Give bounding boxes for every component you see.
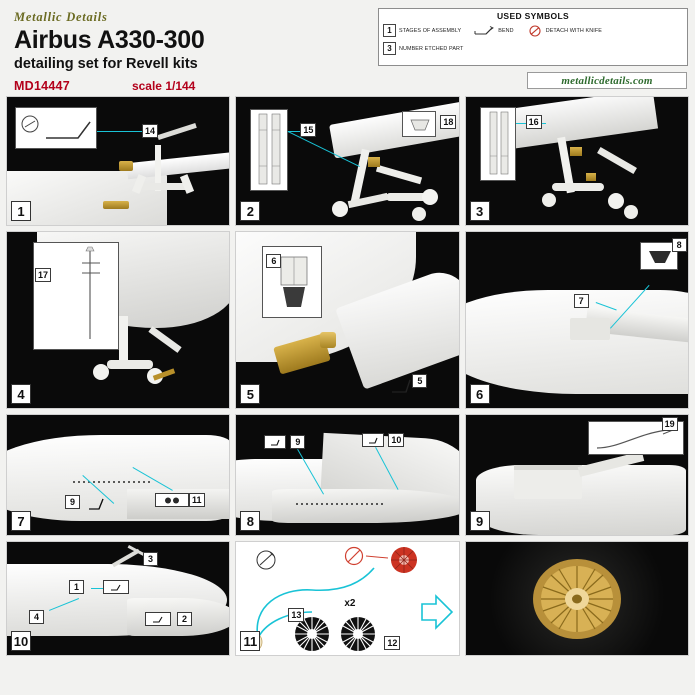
callout-2-icon — [145, 612, 171, 626]
panel-number-5: 5 — [240, 384, 260, 404]
callout-14: 14 — [142, 124, 158, 138]
etched-strip-icon — [251, 110, 289, 192]
callout-12: 12 — [384, 636, 400, 650]
callout-9-panel8: 9 — [290, 435, 305, 449]
etched-strip-icon-2 — [481, 108, 517, 182]
panel-step-6 — [465, 231, 689, 409]
legend-label-knife: DETACH WITH KNIFE — [545, 27, 602, 34]
callout-10-icon — [362, 433, 384, 447]
brand-name: Metallic Details — [14, 10, 108, 24]
used-symbols-legend — [378, 8, 688, 66]
panel-number-8: 8 — [240, 511, 260, 531]
pin-part-inset — [33, 242, 119, 350]
legend-item-bend — [473, 25, 513, 37]
panel-step-3 — [465, 96, 689, 226]
callout-13: 13 — [288, 608, 304, 622]
callout-16: 16 — [526, 115, 542, 129]
bend-arrow-icon-8b — [367, 435, 379, 445]
kit-code: MD14447 — [14, 79, 70, 94]
page-title: Airbus A330-300 — [14, 26, 205, 54]
bend-arrow-icon-5 — [386, 366, 414, 396]
clip-part-icon — [403, 112, 437, 138]
scale-label: scale 1/144 — [131, 79, 196, 94]
quantity-note: x2 — [344, 598, 356, 609]
panel-step-11 — [235, 541, 459, 656]
stage-number-symbol: 1 — [383, 24, 396, 37]
double-door-icon — [163, 496, 181, 505]
panel-step-4 — [6, 231, 230, 409]
panel-step-7 — [6, 414, 230, 536]
sheet-header — [6, 6, 689, 92]
page-subtitle: detailing set for Revell kits — [14, 56, 198, 73]
code-row — [14, 79, 366, 93]
callout-8: 8 — [672, 238, 687, 252]
panel-step-8 — [235, 414, 459, 536]
panel-step-2 — [235, 96, 459, 226]
callout-9: 9 — [65, 495, 80, 509]
panel-number-7: 7 — [11, 511, 31, 531]
legend-label-etched: NUMBER ETCHED PART — [399, 45, 464, 52]
callout-2: 2 — [177, 612, 192, 626]
gold-engine-fan-photo — [512, 547, 642, 651]
part-strip-inset-b — [480, 107, 516, 181]
bend-arrow-icon-10b — [151, 614, 165, 624]
callout-18: 18 — [440, 115, 456, 129]
part-detail-inset-18 — [402, 111, 436, 137]
bend-symbol-icon — [16, 108, 98, 150]
website-url: metallicdetails.com — [561, 74, 653, 87]
panel-step-10 — [6, 541, 230, 656]
callout-1: 1 — [69, 580, 84, 594]
callout-10: 10 — [388, 433, 404, 447]
panel-engine-result — [465, 541, 689, 656]
legend-item-knife — [528, 25, 602, 37]
header-title-block — [6, 6, 366, 92]
bend-icon — [473, 25, 495, 37]
callout-11-number: 11 — [189, 493, 205, 507]
callout-7: 7 — [574, 294, 589, 308]
panel-number-10: 10 — [11, 631, 31, 651]
panel-number-9: 9 — [470, 511, 490, 531]
knife-icon — [528, 25, 543, 37]
callout-9-panel8-icon — [264, 435, 286, 449]
legend-label-stages: STAGES OF ASSEMBLY — [399, 27, 462, 34]
panel-number-1: 1 — [11, 201, 31, 221]
bend-arrow-icon-8a — [269, 437, 281, 447]
panel-step-5 — [235, 231, 459, 409]
antenna-part-icon — [34, 243, 120, 351]
panel-step-1 — [6, 96, 230, 226]
callout-15: 15 — [300, 123, 316, 137]
bend-arrow-icon-10a — [109, 582, 123, 592]
callout-11 — [155, 493, 189, 507]
website-badge[interactable] — [527, 72, 687, 89]
callout-3: 3 — [143, 552, 158, 566]
part-strip-inset-a — [250, 109, 288, 191]
legend-title: USED SYMBOLS — [496, 11, 570, 21]
cabin-window-row — [73, 481, 150, 483]
callout-5: 5 — [412, 374, 427, 388]
callout-17: 17 — [35, 268, 51, 282]
legend-item-stages — [383, 24, 461, 37]
bend-detail-inset — [15, 107, 97, 149]
panel-number-6: 6 — [470, 384, 490, 404]
callout-1-icon — [103, 580, 129, 594]
panel-number-4: 4 — [11, 384, 31, 404]
callout-6: 6 — [266, 254, 281, 268]
steps-grid — [6, 96, 689, 656]
cabin-window-row-8 — [296, 503, 383, 505]
legend-label-bend: BEND — [498, 27, 514, 34]
panel-number-11: 11 — [240, 631, 260, 651]
etched-part-number-symbol: 3 — [383, 42, 396, 55]
callout-4: 4 — [29, 610, 44, 624]
panel-step-9 — [465, 414, 689, 536]
legend-item-etched — [383, 42, 463, 55]
panel-number-3: 3 — [470, 201, 490, 221]
panel-number-2: 2 — [240, 201, 260, 221]
callout-19: 19 — [662, 417, 678, 431]
